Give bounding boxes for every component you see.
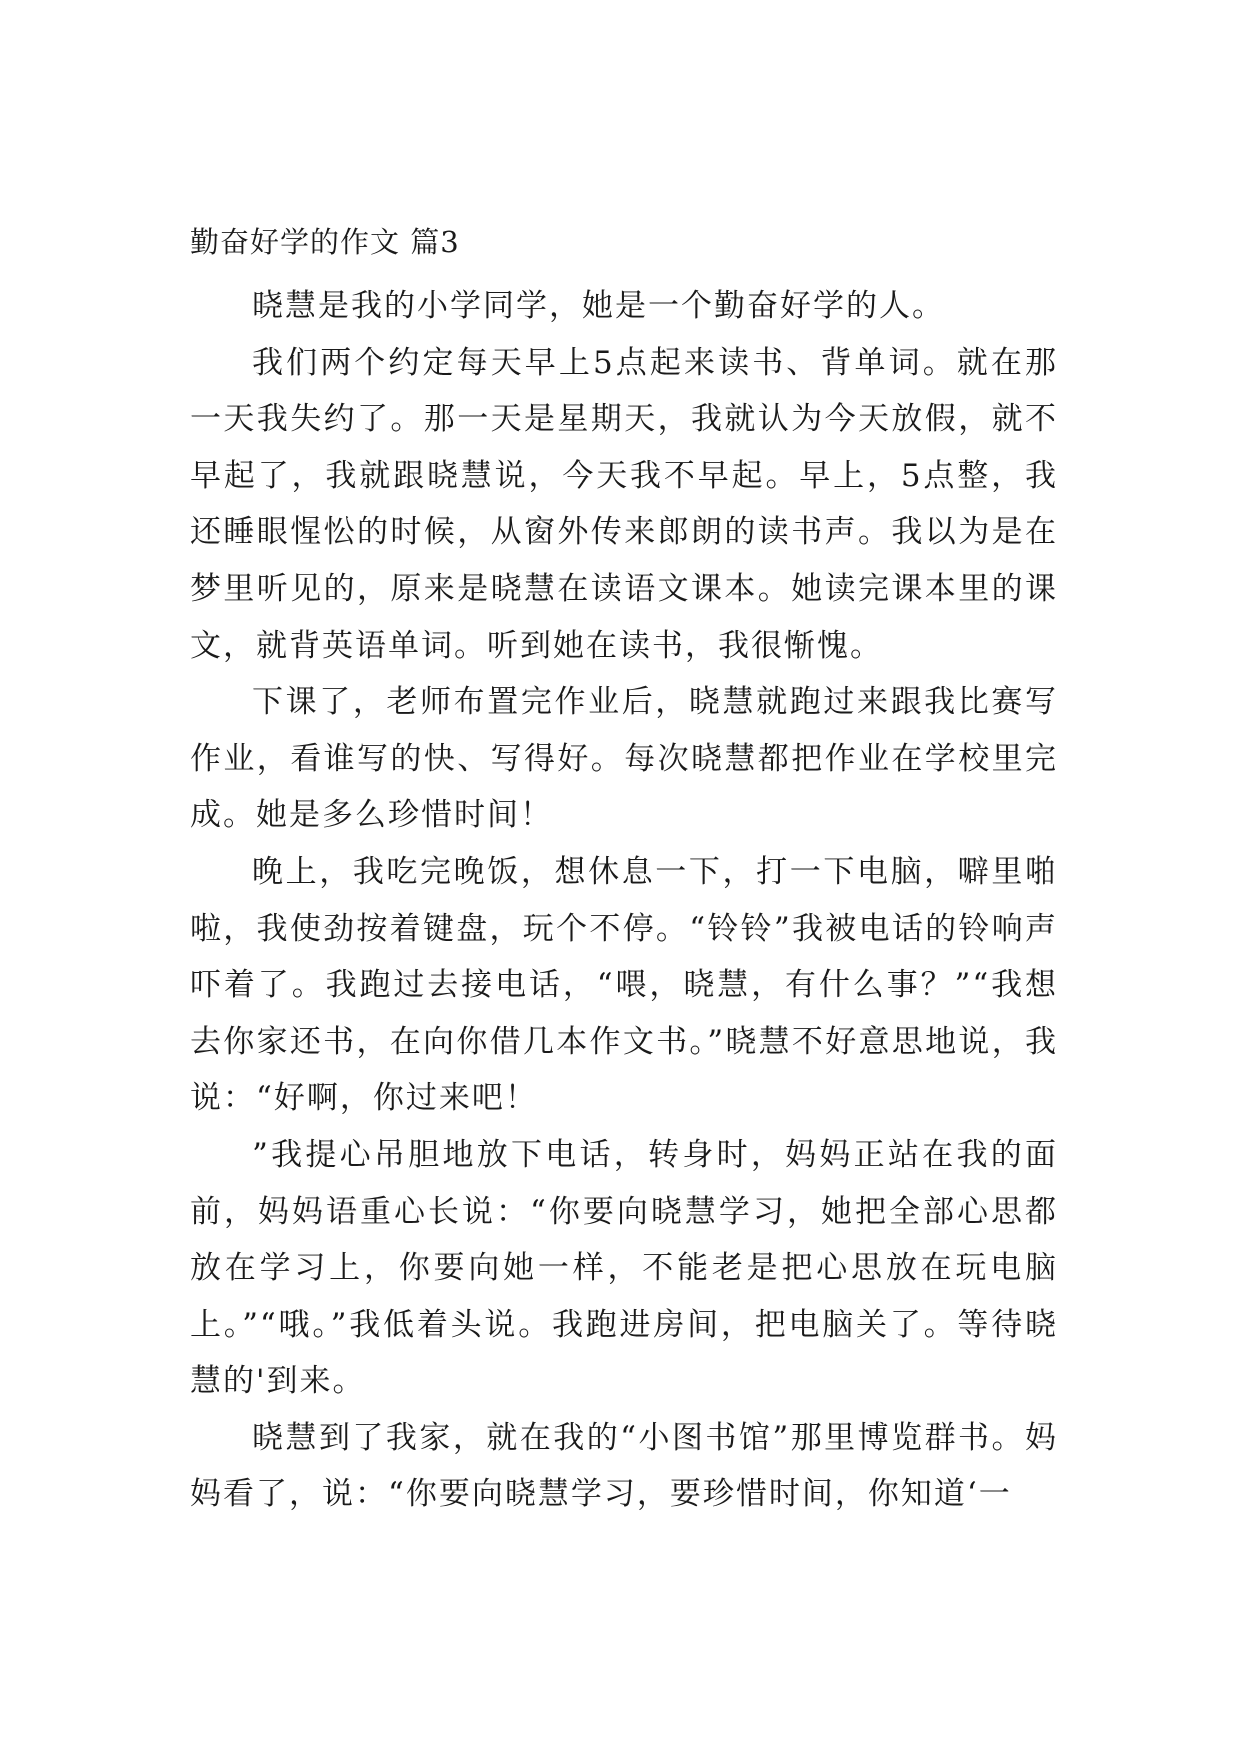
paragraph-6: 晓慧到了我家，就在我的“小图书馆”那里博览群书。妈妈看了，说：“你要向晓慧学习，要珍惜时间，你知道‘一 [190,1419,1058,1513]
document-title: 勤奋好学的作文 篇3 [190,225,460,259]
paragraph-4: 晚上，我吃完晚饭，想休息一下，打一下电脑，噼里啪啦，我使劲按着键盘，玩个不停。“铃铃”我被电话的铃响声吓着了。我跑过去接电话，“喂，晓慧，有什么事？”“我想去你家还书，在向你借几本作文书。”晓慧不好意思地说，我说：“好啊，你过来吧！ [190,853,1058,1117]
paragraph-1: 晓慧是我的小学同学，她是一个勤奋好学的人。 [252,288,945,324]
document-body [190,278,1058,1523]
paragraph-3: 下课了，老师布置完作业后，晓慧就跑过来跟我比赛写作业，看谁写的快、写得好。每次晓慧都把作业在学校里完成。她是多么珍惜时间！ [190,684,1058,834]
paragraph-5: ”我提心吊胆地放下电话，转身时，妈妈正站在我的面前，妈妈语重心长说：“你要向晓慧学习，她把全部心思都放在学习上，你要向她一样，不能老是把心思放在玩电脑上。”“哦。”我低着头说。我跑进房间，把电脑关了。等待晓慧的'到来。 [190,1136,1058,1400]
paragraph-2: 我们两个约定每天早上5点起来读书、背单词。就在那一天我失约了。那一天是星期天，我就认为今天放假，就不早起了，我就跟晓慧说，今天我不早起。早上，5点整，我还睡眼惺忪的时候，从窗外传来郎朗的读书声。我以为是在梦里听见的，原来是晓慧在读语文课本。她读完课本里的课文，就背英语单词。听到她在读书，我很惭愧。 [190,344,1058,664]
